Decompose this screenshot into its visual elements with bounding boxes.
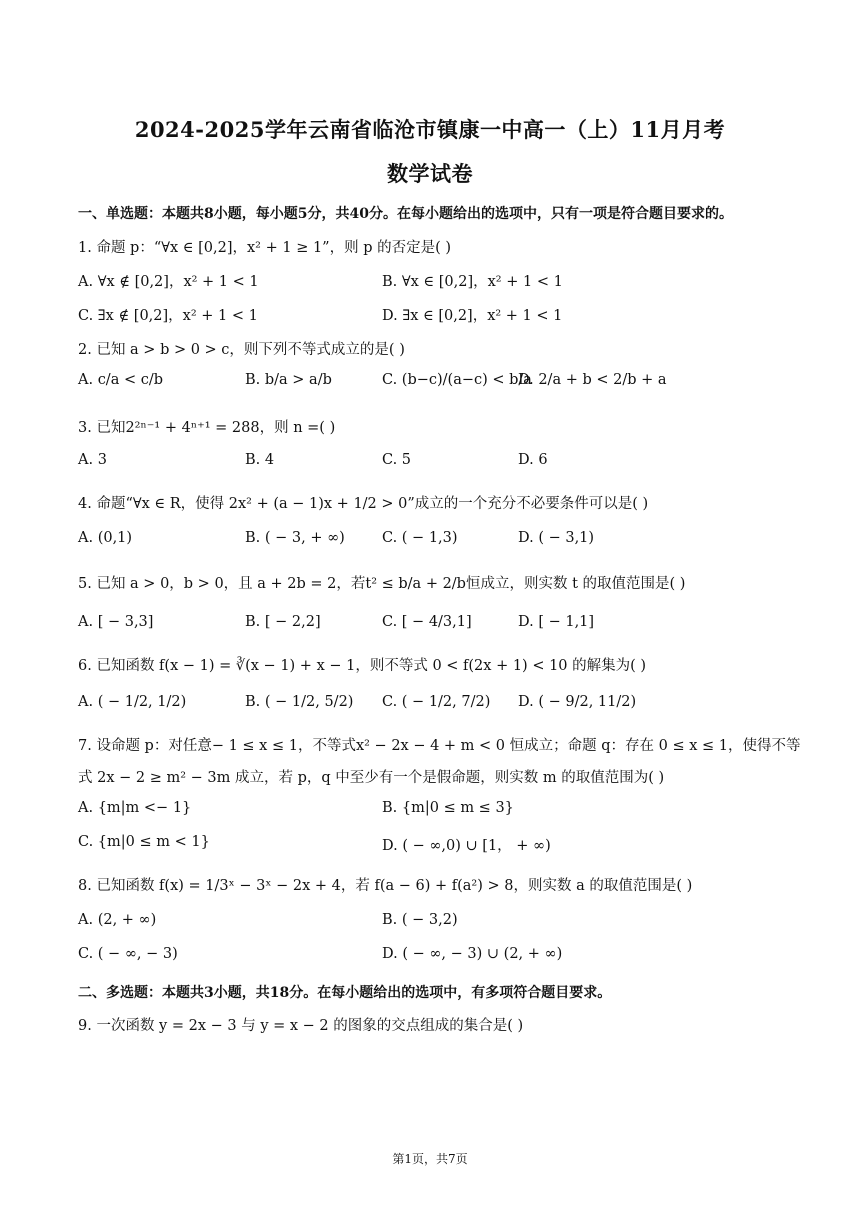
- question-7-option-b[interactable]: B. {m|0 ≤ m ≤ 3}: [382, 800, 514, 816]
- question-8-stem: 8. 已知函数 f(x) = 1/3ˣ − 3ˣ − 2x + 4，若 f(a − 6) + f(a²) > 8，则实数 a 的取值范围是( ): [78, 878, 693, 894]
- question-4-option-d[interactable]: D. ( − 3,1): [518, 530, 595, 546]
- question-8-option-c[interactable]: C. ( − ∞, − 3): [78, 946, 178, 962]
- question-1-option-b[interactable]: B. ∀x ∈ [0,2]，x² + 1 < 1: [382, 274, 563, 290]
- question-5-option-d[interactable]: D. [ − 1,1]: [518, 614, 595, 630]
- question-2-option-b[interactable]: B. b/a > a/b: [245, 372, 332, 388]
- question-6-option-d[interactable]: D. ( − 9/2, 11/2): [518, 694, 637, 710]
- question-3-option-d[interactable]: D. 6: [518, 452, 548, 468]
- question-5-option-a[interactable]: A. [ − 3,3]: [78, 614, 154, 630]
- question-8-option-a[interactable]: A. (2, + ∞): [78, 912, 157, 928]
- question-4-stem: 4. 命题“∀x ∈ R，使得 2x² + (a − 1)x + 1/2 > 0”成立的一个充分不必要条件可以是( ): [78, 496, 649, 512]
- question-3-option-b[interactable]: B. 4: [245, 452, 275, 468]
- question-7-option-d[interactable]: D. ( − ∞,0) ∪ [1， + ∞): [382, 838, 551, 854]
- question-6-option-a[interactable]: A. ( − 1/2, 1/2): [78, 694, 187, 710]
- question-3-option-a[interactable]: A. 3: [78, 452, 107, 468]
- section-single-choice: 一、单选题：本题共8小题，每小题5分，共40分。在每小题给出的选项中，只有一项是符合题目要求的。: [78, 206, 733, 222]
- question-6-stem: 6. 已知函数 f(x − 1) = ∛(x − 1) + x − 1，则不等式 0 < f(2x + 1) < 10 的解集为( ): [78, 658, 647, 674]
- question-3-option-c[interactable]: C. 5: [382, 452, 412, 468]
- question-7-option-a[interactable]: A. {m|m <− 1}: [78, 800, 192, 816]
- question-5-option-c[interactable]: C. [ − 4/3,1]: [382, 614, 472, 630]
- question-7-stem-line-1: 7. 设命题 p：对任意− 1 ≤ x ≤ 1，不等式x² − 2x − 4 + m < 0 恒成立；命题 q：存在 0 ≤ x ≤ 1，使得不等: [78, 738, 801, 754]
- question-4-option-a[interactable]: A. (0,1): [78, 530, 133, 546]
- question-5-option-b[interactable]: B. [ − 2,2]: [245, 614, 321, 630]
- page-title: 2024-2025学年云南省临沧市镇康一中高一（上）11月月考: [134, 117, 726, 142]
- question-1-option-c[interactable]: C. ∃x ∉ [0,2]，x² + 1 < 1: [78, 308, 258, 324]
- page-footer: 第1页，共7页: [392, 1152, 468, 1166]
- question-5-stem: 5. 已知 a > 0，b > 0，且 a + 2b = 2，若t² ≤ b/a + 2/b恒成立，则实数 t 的取值范围是( ): [78, 576, 686, 592]
- question-2-option-a[interactable]: A. c/a < c/b: [78, 372, 163, 388]
- section-multiple-choice: 二、多选题：本题共3小题，共18分。在每小题给出的选项中，有多项符合题目要求。: [78, 985, 612, 1001]
- question-8-option-b[interactable]: B. ( − 3,2): [382, 912, 458, 928]
- question-1-stem: 1. 命题 p：“∀x ∈ [0,2]，x² + 1 ≥ 1”，则 p 的否定是( ): [78, 240, 452, 256]
- question-3-stem: 3. 已知2²ⁿ⁻¹ + 4ⁿ⁺¹ = 288，则 n =( ): [78, 420, 336, 436]
- question-4-option-c[interactable]: C. ( − 1,3): [382, 530, 458, 546]
- question-7-option-c[interactable]: C. {m|0 ≤ m < 1}: [78, 834, 210, 850]
- question-9-stem: 9. 一次函数 y = 2x − 3 与 y = x − 2 的图象的交点组成的集合是( ): [78, 1018, 524, 1034]
- question-7-stem-line-2: 式 2x − 2 ≥ m² − 3m 成立，若 p，q 中至少有一个是假命题，则实数 m 的取值范围为( ): [78, 770, 665, 786]
- question-6-option-c[interactable]: C. ( − 1/2, 7/2): [382, 694, 491, 710]
- question-4-option-b[interactable]: B. ( − 3, + ∞): [245, 530, 345, 546]
- question-2-stem: 2. 已知 a > b > 0 > c，则下列不等式成立的是( ): [78, 342, 405, 358]
- question-8-option-d[interactable]: D. ( − ∞, − 3) ∪ (2, + ∞): [382, 946, 563, 962]
- question-2-option-d[interactable]: D. 2/a + b < 2/b + a: [518, 372, 667, 388]
- question-1-option-d[interactable]: D. ∃x ∈ [0,2]，x² + 1 < 1: [382, 308, 563, 324]
- question-1-option-a[interactable]: A. ∀x ∉ [0,2]，x² + 1 < 1: [78, 274, 259, 290]
- page-subtitle: 数学试卷: [387, 161, 473, 186]
- question-2-option-c[interactable]: C. (b−c)/(a−c) < b/a: [382, 372, 532, 388]
- question-6-option-b[interactable]: B. ( − 1/2, 5/2): [245, 694, 354, 710]
